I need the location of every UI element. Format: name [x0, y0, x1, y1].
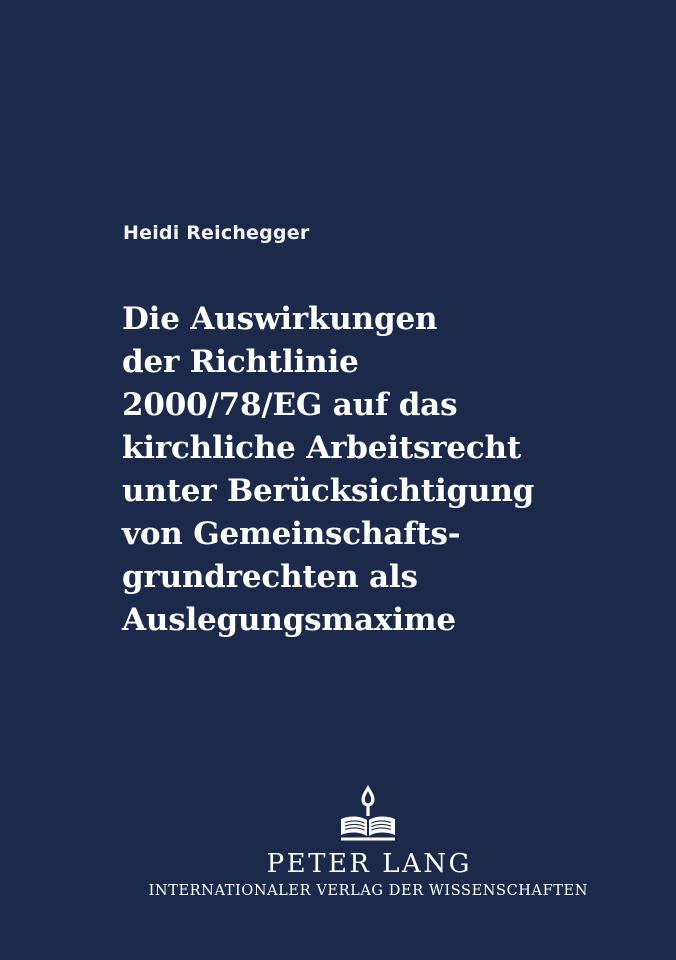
title-line: von Gemeinschafts-	[122, 516, 461, 552]
title-line: Auslegungsmaxime	[122, 602, 456, 638]
publisher-subtitle: INTERNATIONALER VERLAG DER WISSENSCHAFTEN	[148, 883, 588, 899]
title-line: der Richtlinie	[122, 344, 359, 380]
title-line: 2000/78/EG auf das	[122, 387, 458, 423]
title-line: unter Berücksichtigung	[122, 473, 535, 509]
publisher-name: PETER LANG	[266, 849, 472, 879]
title-line: grundrechten als	[122, 559, 418, 595]
publisher-block	[0, 781, 676, 900]
author-name: Heidi Reichegger	[123, 222, 310, 244]
publisher-logo-wrap	[149, 781, 588, 843]
publisher-inner	[89, 781, 588, 899]
book-and-torch-logo-icon	[337, 781, 399, 843]
title-line: Die Auswirkungen	[122, 301, 438, 337]
book-title	[122, 298, 592, 642]
title-line: kirchliche Arbeitsrecht	[122, 430, 522, 466]
